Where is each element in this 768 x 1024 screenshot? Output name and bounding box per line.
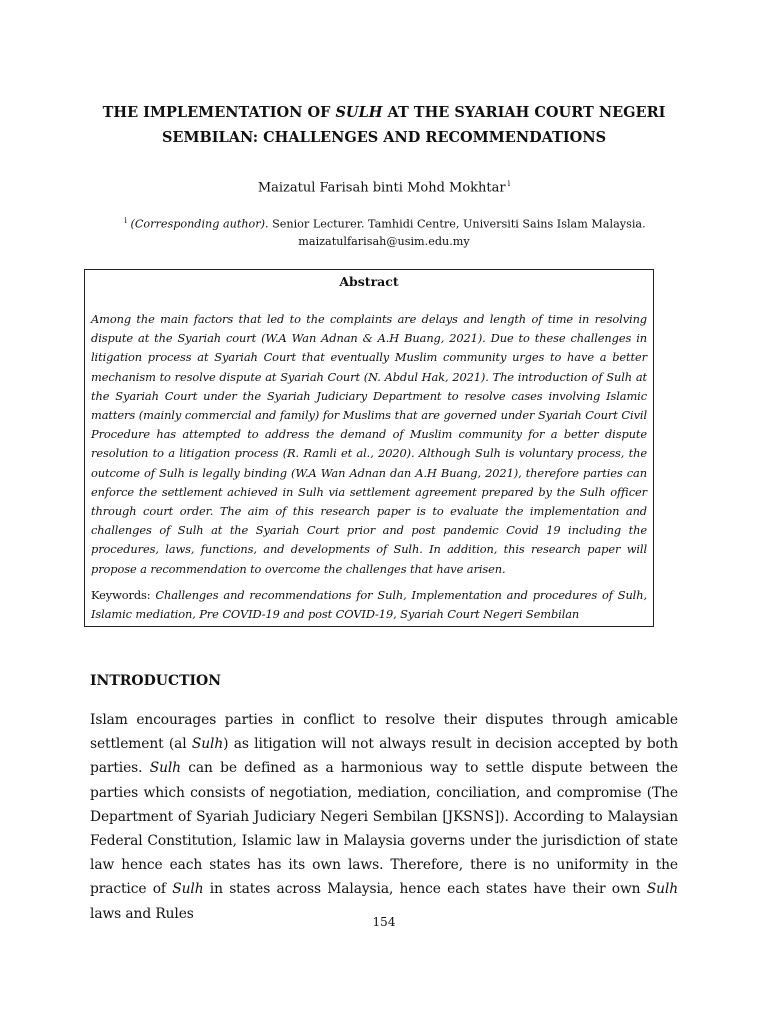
paper-title	[90, 100, 678, 150]
keywords-text: Challenges and recommendations for Sulh, Implementation and procedures of Sulh, Islamic mediation, Pre COVID-19 and post COVID-19, Syariah Court Negeri Sembilan	[91, 587, 647, 622]
intro-sulh-3: Sulh	[172, 881, 204, 898]
title-sulh-italic: SULH	[335, 104, 383, 121]
intro-sulh-1: Sulh	[191, 736, 224, 753]
introduction-paragraph	[90, 708, 678, 926]
affiliation-marker: i	[124, 216, 127, 225]
page-number: 154	[372, 915, 396, 929]
affiliation	[90, 212, 678, 250]
title-part-3: AT THE SYARIAH COURT NEGERI SEMBILAN: CHALLENGES AND RECOMMENDATIONS	[161, 104, 666, 146]
affiliation-role: (Corresponding author)	[130, 217, 265, 231]
abstract-box	[84, 269, 654, 627]
affiliation-email: maizatulfarisah@usim.edu.my	[298, 234, 470, 248]
author-line	[90, 174, 678, 198]
intro-text-1: Islam encourages parties in conflict to resolve their disputes through amicable settlement (al	[90, 712, 678, 753]
keywords-label: Keywords:	[91, 587, 151, 602]
abstract-heading: Abstract	[339, 274, 399, 289]
intro-sulh-4: Sulh	[646, 881, 679, 898]
intro-text-5: laws and Rules	[90, 905, 194, 922]
introduction-heading: INTRODUCTION	[90, 673, 222, 689]
keywords	[91, 586, 647, 624]
affiliation-details: . Senior Lecturer. Tamhidi Centre, Universiti Sains Islam Malaysia.	[265, 217, 646, 231]
intro-sulh-2: Sulh	[149, 760, 181, 777]
intro-text-3: can be defined as a harmonious way to settle dispute between the parties which consists of negotiation, mediation, conciliation, and compromise (The Department of Syariah Judiciary Negeri Sembilan [JKSNS]). According to Malaysian Federal Constitution, Islamic law in Malaysia governs under the jurisdiction of state law hence each states has its own laws. Therefore, there is no uniformity in the practice of	[90, 760, 678, 898]
author-name: Maizatul Farisah binti Mohd Mokhtar	[257, 180, 506, 196]
author-marker: i	[507, 179, 511, 188]
title-part-1: THE IMPLEMENTATION OF	[102, 104, 336, 121]
intro-text-2: ) as litigation will not always result in decision accepted by both parties.	[90, 736, 678, 777]
intro-text-4: in states across Malaysia, hence each states have their own	[203, 881, 647, 898]
abstract-body: Among the main factors that led to the complaints are delays and length of time in resolving dispute at the Syariah court (W.A Wan Adnan & A.H Buang, 2021). Due to these challenges in litigation process at Syariah Court that eventually Muslim community urges to have a better mechanism to resolve dispute at Syariah Court (N. Abdul Hak, 2021). The introduction of Sulh at the Syariah Court under the Syariah Judiciary Department to resolve cases involving Islamic matters (mainly commercial and family) for Muslims that are governed under Syariah Court Civil Procedure has attempted to address the demand of Muslim community for a better dispute resolution to a litigation process (R. Ramli et al., 2020). Although Sulh is voluntary process, the outcome of Sulh is legally binding (W.A Wan Adnan dan A.H Buang, 2021), therefore parties can enforce the settlement achieved in Sulh via settlement agreement prepared by the Sulh officer through court order. The aim of this research paper is to evaluate the implementation and challenges of Sulh at the Syariah Court prior and post pandemic Covid 19 including the procedures, laws, functions, and developments of Sulh. In addition, this research paper will propose a recommendation to overcome the challenges that have arisen.	[91, 312, 647, 576]
